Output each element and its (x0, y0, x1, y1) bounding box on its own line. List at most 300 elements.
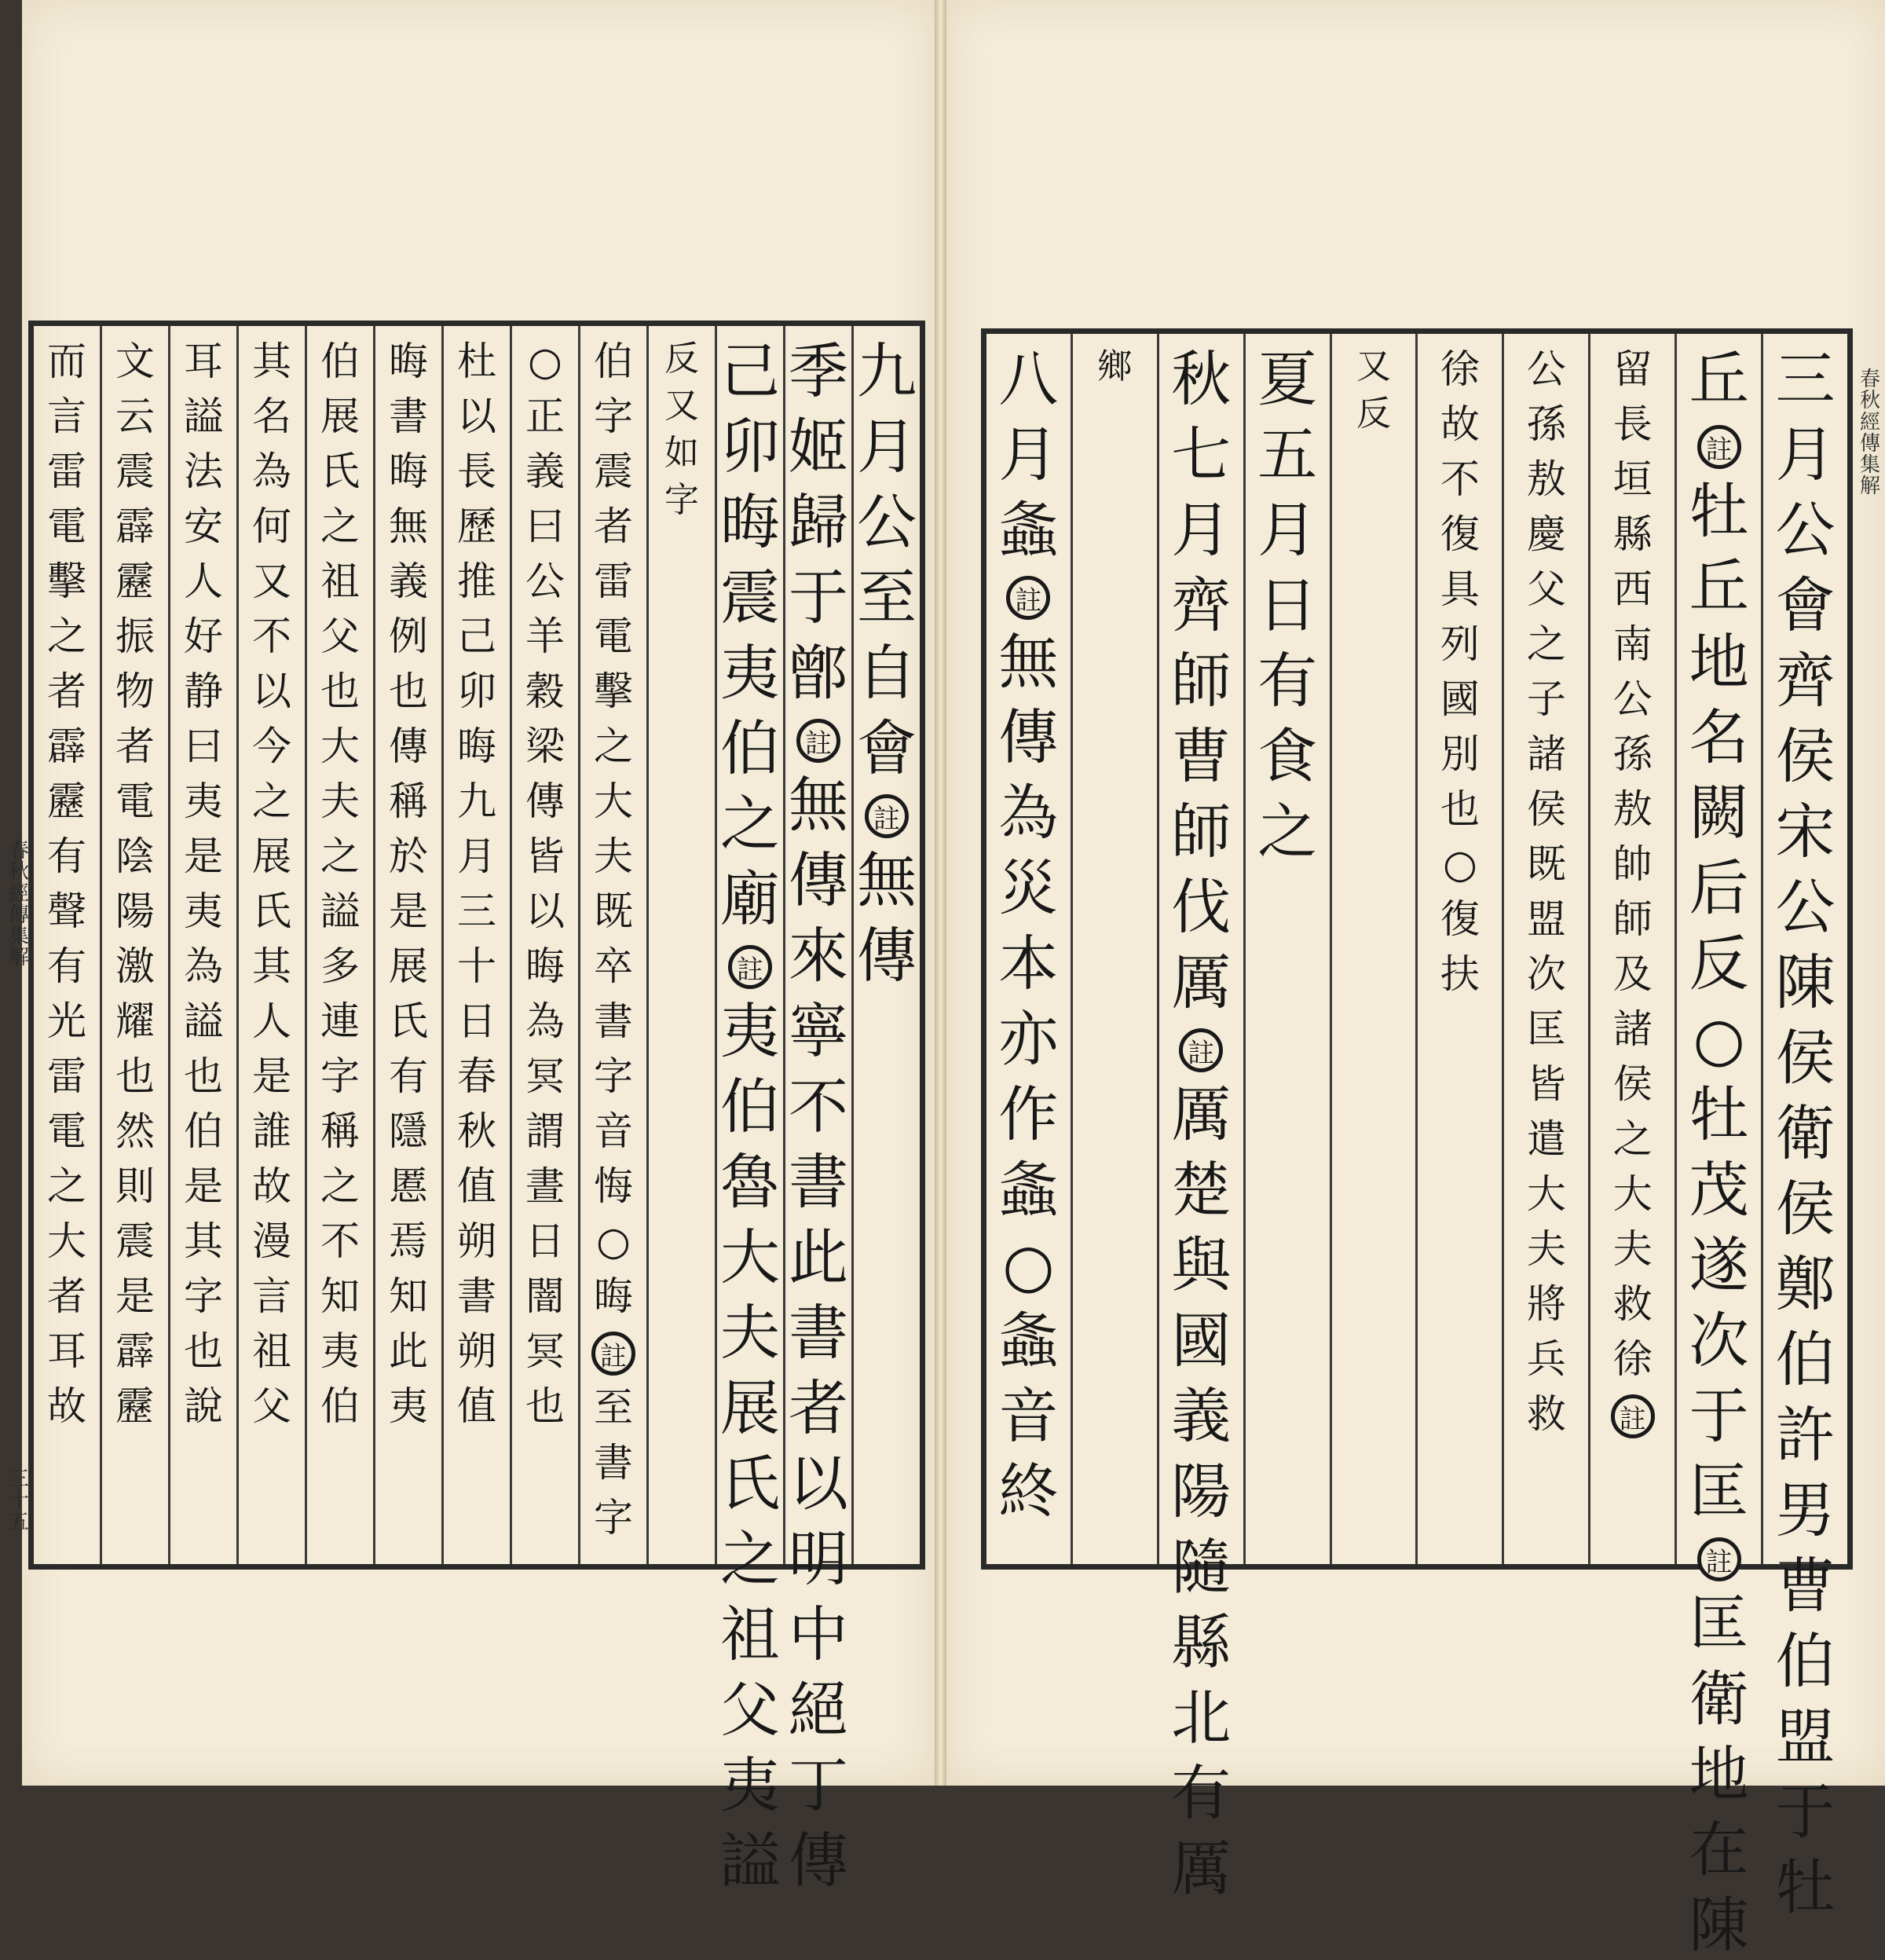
text-character: 為 (998, 778, 1059, 848)
text-character: 日 (457, 998, 496, 1044)
text-character: 夫 (594, 833, 633, 879)
text-character: 冥 (525, 1328, 565, 1374)
text-character: 伯 (184, 1108, 223, 1154)
text-character: 夷 (389, 1383, 428, 1429)
text-character: 耳 (47, 1328, 86, 1374)
text-character: 齊 (1171, 570, 1232, 640)
text-character: 卯 (720, 412, 780, 482)
text-character: 稱 (320, 1108, 360, 1154)
text-character: 歸 (789, 487, 848, 557)
text-character: 八 (998, 344, 1059, 414)
text-character: 慝 (389, 1163, 428, 1209)
right-text-frame (981, 328, 1853, 1960)
text-character: 隱 (389, 1108, 428, 1154)
text-character: 激 (115, 943, 155, 989)
text-character: 夷 (184, 779, 223, 824)
text-character: 之 (47, 1163, 86, 1209)
text-character: 傳 (389, 724, 428, 769)
text-character: 諸 (1526, 731, 1566, 777)
text-character: 書 (789, 1298, 848, 1368)
text-character: 終 (998, 1456, 1059, 1526)
text-character: 謚 (184, 394, 223, 439)
text-character: 知 (320, 1273, 360, 1319)
text-character: 皆 (525, 833, 565, 879)
text-character: 伯 (594, 339, 633, 384)
right-side-margin-label: 春秋經傳集解 (1859, 368, 1880, 499)
text-character: 字 (594, 1495, 633, 1541)
text-character: 說 (184, 1383, 223, 1429)
text-character: 日 (1257, 570, 1318, 640)
text-character: 復 (1440, 511, 1480, 557)
text-character: 闕 (1689, 778, 1749, 848)
left-page-column (373, 326, 441, 1564)
text-character: 好 (184, 614, 223, 659)
text-character: 茂 (1689, 1155, 1749, 1225)
text-character: 皆 (1526, 1061, 1566, 1107)
text-character: 闇 (525, 1273, 565, 1319)
text-character: 為 (184, 943, 223, 989)
text-character: 父 (252, 1383, 291, 1429)
text-character: 師 (1612, 896, 1653, 942)
text-character: 南 (1612, 621, 1653, 667)
text-character: 春 (457, 1053, 496, 1099)
text-character: 羊 (525, 614, 565, 659)
text-character: 夷 (720, 638, 780, 708)
text-character: 字 (320, 1053, 360, 1099)
text-character: 之 (252, 779, 291, 824)
text-character: 也 (320, 669, 360, 714)
text-character: 祖 (252, 1328, 291, 1374)
text-character: 故 (1440, 401, 1480, 447)
right-columns (986, 334, 1847, 1960)
text-character: 楚 (1171, 1155, 1232, 1225)
annotation-seal-icon: 註 (1697, 425, 1741, 469)
text-character: 長 (457, 449, 496, 494)
text-character: 牡 (1689, 476, 1749, 546)
text-character: 電 (47, 1108, 86, 1154)
text-character: 雷 (594, 559, 633, 604)
text-character: 雷 (47, 449, 86, 494)
annotation-seal-icon: 註 (865, 794, 909, 838)
text-character: 夷 (320, 1328, 360, 1374)
text-character: 大 (1526, 1171, 1566, 1217)
text-character: 無 (857, 845, 917, 915)
text-character: 祖 (720, 1599, 780, 1669)
text-character: 而 (47, 339, 86, 384)
text-character: 聲 (47, 888, 86, 934)
text-character: 三 (457, 888, 496, 934)
text-character: 推 (457, 559, 496, 604)
text-character: 震 (115, 449, 155, 494)
text-character: 漫 (252, 1218, 291, 1264)
text-character: 公 (857, 487, 917, 557)
text-character: 之 (1526, 621, 1566, 667)
text-character: 杜 (457, 339, 496, 384)
text-character: 何 (252, 504, 291, 549)
right-page-column (1761, 334, 1847, 1922)
text-character: 螽 (998, 1306, 1059, 1376)
text-character: 晦 (389, 449, 428, 494)
text-character: 留 (1612, 346, 1653, 392)
text-character: 父 (1526, 566, 1566, 612)
text-character: 九 (457, 779, 496, 824)
text-character: 大 (720, 1222, 780, 1292)
text-character: 晝 (525, 1163, 565, 1209)
text-character: 以 (525, 888, 565, 934)
text-character: 與 (1171, 1230, 1232, 1300)
text-character: 本 (998, 929, 1059, 998)
text-character: 己 (457, 614, 496, 659)
text-character: 光 (47, 998, 86, 1044)
text-character: 書 (457, 1273, 496, 1319)
text-character: 音 (998, 1381, 1059, 1451)
text-character: 三 (1775, 344, 1836, 414)
text-character: 北 (1171, 1683, 1232, 1753)
annotation-seal-icon: 註 (591, 1332, 635, 1376)
text-character: 侯 (1612, 1061, 1653, 1107)
text-character: 宋 (1775, 797, 1836, 866)
text-character: ○ (1443, 841, 1477, 887)
text-character: 字 (184, 1273, 223, 1319)
text-character: 伯 (720, 713, 780, 783)
text-character: 晦 (594, 1273, 633, 1319)
left-page-column (34, 326, 100, 1564)
text-character: 值 (457, 1383, 496, 1429)
text-character: 人 (252, 998, 291, 1044)
text-character: 夫 (1526, 1226, 1566, 1272)
text-character: 夫 (720, 1298, 780, 1368)
text-character: ○ (1693, 1004, 1745, 1074)
text-character: 其 (252, 339, 291, 384)
text-character: 陳 (1775, 947, 1836, 1017)
right-page-column (986, 334, 1071, 1564)
text-character: 螽 (998, 1155, 1059, 1225)
text-character: 震 (720, 562, 780, 632)
text-character: 厲 (1171, 1834, 1232, 1903)
text-character: 言 (252, 1273, 291, 1319)
left-page-column (236, 326, 305, 1564)
text-character: 敖 (1612, 786, 1653, 832)
text-character: 耀 (115, 998, 155, 1044)
text-character: 夷 (720, 996, 780, 1066)
text-character: 在 (1689, 1815, 1749, 1885)
text-character: 別 (1440, 731, 1480, 777)
text-character: 誰 (252, 1108, 291, 1154)
text-character: 冥 (525, 1053, 565, 1099)
text-character: 公 (1775, 872, 1836, 942)
text-character: 盟 (1526, 896, 1566, 942)
text-character: 帥 (1612, 841, 1653, 887)
text-character: 者 (47, 1273, 86, 1319)
text-character: 以 (252, 669, 291, 714)
text-character: 牡 (1775, 1852, 1836, 1922)
text-character: 卒 (594, 943, 633, 989)
text-character: 梁 (525, 724, 565, 769)
text-character: 之 (720, 1524, 780, 1594)
text-character: 雷 (47, 1053, 86, 1099)
text-character: 夷 (720, 1750, 780, 1820)
text-character: 厲 (1171, 1079, 1232, 1149)
text-character: 晦 (525, 943, 565, 989)
text-character: 氏 (320, 449, 360, 494)
text-character: 之 (1612, 1116, 1653, 1162)
right-page-column (1330, 334, 1416, 1564)
text-character: 物 (115, 669, 155, 714)
annotation-seal-icon: 註 (1179, 1028, 1223, 1072)
text-character: 之 (720, 789, 780, 859)
text-character: 徐 (1440, 346, 1480, 392)
left-bottom-margin-label: 三十五 (8, 1467, 29, 1534)
text-character: 救 (1612, 1281, 1653, 1327)
text-character: 匡 (1689, 1588, 1749, 1658)
text-character: 義 (389, 559, 428, 604)
text-character: 歷 (457, 504, 496, 549)
annotation-seal-icon: 註 (728, 945, 772, 989)
text-character: 靂 (47, 779, 86, 824)
left-page-column (305, 326, 373, 1564)
text-character: 作 (998, 1079, 1059, 1149)
text-character: 公 (1526, 346, 1566, 392)
text-character: 五 (1257, 419, 1318, 489)
text-character: 祖 (320, 559, 360, 604)
text-character: 曰 (184, 724, 223, 769)
text-character: 者 (594, 504, 633, 549)
text-character: 遂 (1689, 1230, 1749, 1300)
text-character: 音 (594, 1108, 633, 1154)
text-character: 大 (1612, 1171, 1653, 1217)
text-character: 書 (789, 1147, 848, 1217)
right-page-column (1243, 334, 1330, 1564)
text-character: 至 (594, 1385, 633, 1431)
text-character: 氏 (252, 888, 291, 934)
text-character: 大 (594, 779, 633, 824)
text-character: 食 (1257, 721, 1318, 791)
annotation-seal-icon: 註 (1611, 1394, 1655, 1438)
text-character: 之 (1257, 797, 1318, 866)
text-character: 之 (320, 1163, 360, 1209)
left-columns (34, 326, 920, 1896)
text-character: 日 (525, 1218, 565, 1264)
text-character: 后 (1689, 853, 1749, 923)
text-character: ○ (596, 1218, 631, 1264)
text-character: 于 (1775, 1777, 1836, 1847)
book-gutter (935, 0, 946, 1786)
annotation-seal-icon: 註 (1006, 576, 1050, 620)
text-character: 月 (457, 833, 496, 879)
left-page-column (646, 326, 715, 1564)
text-character: 諸 (1612, 1006, 1653, 1052)
text-character: 牡 (1689, 1079, 1749, 1149)
text-character: 又 (1356, 346, 1392, 387)
text-character: 孫 (1526, 401, 1566, 447)
text-character: 反 (664, 339, 699, 379)
text-character: 十 (457, 943, 496, 989)
text-character: 展 (320, 394, 360, 439)
text-character: 字 (594, 394, 633, 439)
text-character: 于 (1689, 1381, 1749, 1451)
right-page (946, 0, 1885, 1960)
text-character: 卯 (457, 669, 496, 714)
text-character: 是 (252, 1053, 291, 1099)
text-character: 大 (47, 1218, 86, 1264)
text-character: 伯 (1775, 1626, 1836, 1696)
text-character: 傳 (789, 845, 848, 915)
text-character: 例 (389, 614, 428, 659)
text-character: 電 (115, 779, 155, 824)
text-character: 連 (320, 998, 360, 1044)
text-character: 義 (525, 449, 565, 494)
text-character: 寧 (789, 996, 848, 1066)
text-character: 則 (115, 1163, 155, 1209)
text-character: 伯 (1775, 1324, 1836, 1394)
text-character: 及 (1612, 951, 1653, 997)
text-character: 法 (184, 449, 223, 494)
text-character: 月 (998, 419, 1059, 489)
text-character: 九 (857, 336, 917, 406)
text-character: 匡 (1689, 1456, 1749, 1526)
text-character: 孫 (1612, 731, 1653, 777)
text-character: 不 (789, 1072, 848, 1141)
text-character: 多 (320, 943, 360, 989)
text-character: 靂 (115, 559, 155, 604)
text-character: 如 (664, 433, 699, 473)
text-character: 廟 (720, 864, 780, 934)
left-page-column (578, 326, 646, 1564)
text-character: 義 (1171, 1381, 1232, 1451)
text-character: 中 (789, 1599, 848, 1669)
text-character: 丁 (789, 1750, 848, 1820)
text-character: 傳 (857, 921, 917, 991)
text-character: 此 (389, 1328, 428, 1374)
text-character: ○ (1002, 1230, 1055, 1300)
text-character: 災 (998, 853, 1059, 923)
text-character: 也 (184, 1328, 223, 1374)
text-character: 朔 (457, 1328, 496, 1374)
text-character: 季 (789, 336, 848, 406)
text-character: 復 (1440, 896, 1480, 942)
text-character: 傳 (789, 1826, 848, 1896)
left-page-column (441, 326, 510, 1564)
right-page-column (1588, 334, 1675, 1564)
text-character: 人 (184, 559, 223, 604)
text-character: 以 (457, 394, 496, 439)
text-character: 以 (789, 1449, 848, 1519)
text-character: 月 (1257, 495, 1318, 565)
text-character: 螽 (998, 495, 1059, 565)
text-character: 七 (1171, 419, 1232, 489)
text-character: 會 (857, 713, 917, 783)
text-character: 夏 (1257, 344, 1318, 414)
text-character: 徐 (1612, 1336, 1653, 1382)
left-side-margin-label: 春秋經傳集解 (8, 839, 29, 970)
right-page-column (1415, 334, 1502, 1564)
text-character: 盟 (1775, 1702, 1836, 1771)
text-character: 至 (857, 562, 917, 632)
text-character: 男 (1775, 1475, 1836, 1545)
text-character: 耳 (184, 339, 223, 384)
text-character: 次 (1526, 951, 1566, 997)
text-character: 許 (1775, 1400, 1836, 1470)
text-character: 伯 (320, 339, 360, 384)
text-character: 夷 (184, 888, 223, 934)
text-character: 文 (115, 339, 155, 384)
text-character: 陽 (1171, 1456, 1232, 1526)
text-character: 無 (789, 770, 848, 840)
text-character: 國 (1171, 1306, 1232, 1376)
right-page-column (1071, 334, 1157, 1564)
text-character: 陰 (115, 833, 155, 879)
text-character: 不 (252, 614, 291, 659)
text-character: 侯 (1526, 786, 1566, 832)
text-character: 然 (115, 1108, 155, 1154)
text-character: 謚 (320, 888, 360, 934)
text-character: 云 (115, 394, 155, 439)
text-character: 之 (47, 614, 86, 659)
text-character: 列 (1440, 621, 1480, 667)
text-character: 電 (47, 504, 86, 549)
text-character: 于 (789, 562, 848, 632)
text-character: 縣 (1612, 511, 1653, 557)
text-character: 焉 (389, 1218, 428, 1264)
text-character: 字 (594, 1053, 633, 1099)
text-character: 不 (1440, 456, 1480, 502)
text-character: 公 (1612, 676, 1653, 722)
text-character: 衛 (1775, 1098, 1836, 1168)
text-character: 父 (720, 1675, 780, 1745)
text-character: 書 (594, 998, 633, 1044)
text-character: 者 (789, 1373, 848, 1443)
text-character: 者 (47, 669, 86, 714)
text-character: 名 (252, 394, 291, 439)
text-character: 為 (252, 449, 291, 494)
text-character: 月 (1171, 495, 1232, 565)
text-character: 振 (115, 614, 155, 659)
text-character: 此 (789, 1222, 848, 1292)
text-character: 有 (1257, 646, 1318, 716)
text-character: 伐 (1171, 872, 1232, 942)
text-character: 絕 (789, 1675, 848, 1745)
text-character: 會 (1775, 570, 1836, 640)
text-character: 西 (1612, 566, 1653, 612)
text-character: ○ (528, 339, 562, 384)
text-character: 公 (1775, 495, 1836, 565)
text-character: 霹 (115, 1328, 155, 1374)
text-character: 鄭 (1775, 1249, 1836, 1319)
text-character: 故 (47, 1383, 86, 1429)
text-character: 具 (1440, 566, 1480, 612)
text-character: 謚 (184, 998, 223, 1044)
text-character: 自 (857, 638, 917, 708)
text-character: 電 (594, 614, 633, 659)
text-character: 書 (389, 394, 428, 439)
text-character: 謂 (525, 1108, 565, 1154)
text-character: 陽 (115, 888, 155, 934)
text-character: 地 (1689, 627, 1749, 697)
text-character: 又 (664, 386, 699, 426)
text-character: 秋 (1171, 344, 1232, 414)
text-character: 傳 (998, 702, 1059, 772)
text-character: 有 (47, 943, 86, 989)
text-character: 丘 (1689, 551, 1749, 621)
text-character: 齊 (1775, 646, 1836, 716)
text-character: 也 (184, 1053, 223, 1099)
text-character: 穀 (525, 669, 565, 714)
text-character: 反 (1356, 394, 1392, 434)
text-character: 隨 (1171, 1532, 1232, 1602)
text-character: 其 (252, 943, 291, 989)
text-character: 次 (1689, 1306, 1749, 1376)
text-character: 既 (594, 888, 633, 934)
